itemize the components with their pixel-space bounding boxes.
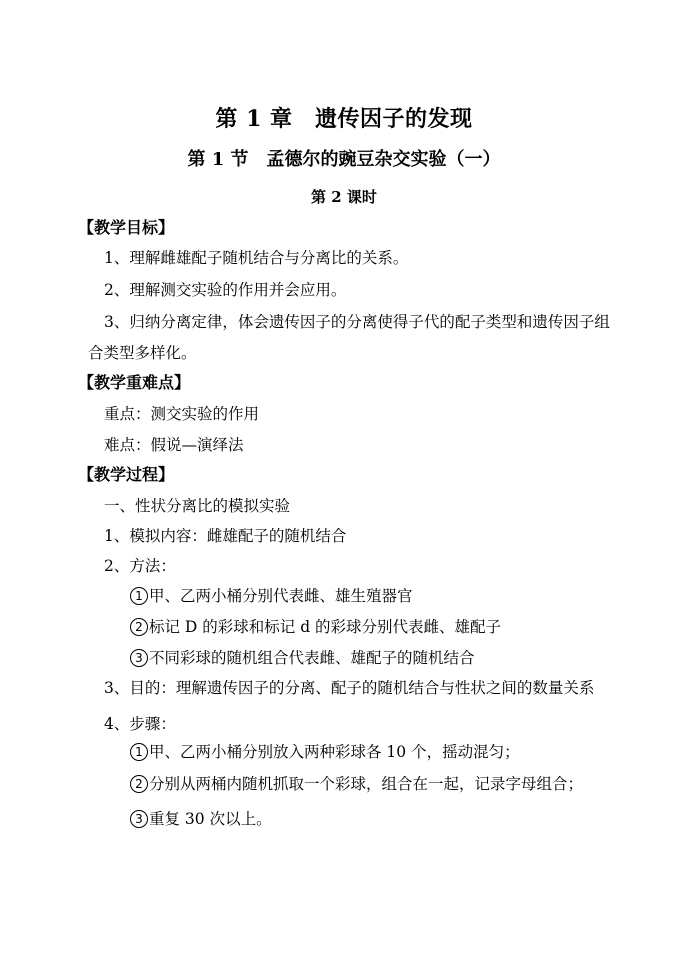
step-item xyxy=(130,742,520,762)
step-item xyxy=(130,809,272,829)
objective-item: 1、理解雌雄配子随机结合与分离比的关系。 xyxy=(104,249,409,267)
step-text: 重复 30 次以上。 xyxy=(149,810,272,828)
process-part-heading: 一、性状分离比的模拟实验 xyxy=(104,497,291,515)
step-text: 甲、乙两小桶分别放入两种彩球各 10 个，摇动混匀； xyxy=(149,743,520,761)
method-text: 甲、乙两小桶分别代表雌、雄生殖器官 xyxy=(149,587,413,605)
method-item xyxy=(130,617,501,637)
key-points-heading: 【教学重难点】 xyxy=(78,373,191,392)
circled-number: 1 xyxy=(130,587,148,605)
process-item: 4、步骤： xyxy=(104,715,176,733)
method-item xyxy=(130,586,413,606)
lesson-title: 第 2 课时 xyxy=(311,188,377,206)
circled-number: 2 xyxy=(130,618,148,636)
circled-number: 2 xyxy=(130,775,148,793)
circled-number: 3 xyxy=(130,810,148,828)
difficulty-point: 难点：假说—演绎法 xyxy=(104,436,244,454)
step-text: 分别从两桶内随机抓取一个彩球，组合在一起，记录字母组合； xyxy=(149,775,584,793)
process-item: 1、模拟内容：雌雄配子的随机结合 xyxy=(104,527,347,545)
objective-item: 3、归纳分离定律，体会遗传因子的分离使得子代的配子类型和遗传因子组 xyxy=(104,313,610,331)
chapter-title: 第 1 章 遗传因子的发现 xyxy=(215,106,473,132)
section-title: 第 1 节 孟德尔的豌豆杂交实验（一） xyxy=(187,149,501,170)
circled-number: 1 xyxy=(130,743,148,761)
process-heading: 【教学过程】 xyxy=(78,465,175,484)
step-item xyxy=(130,774,583,794)
process-item: 3、目的：理解遗传因子的分离、配子的随机结合与性状之间的数量关系 xyxy=(104,679,595,697)
objective-item-continuation: 合类型多样化。 xyxy=(88,344,197,362)
circled-number: 3 xyxy=(130,649,148,667)
method-text: 标记 D 的彩球和标记 d 的彩球分别代表雌、雄配子 xyxy=(149,618,502,636)
method-text: 不同彩球的随机组合代表雌、雄配子的随机结合 xyxy=(149,649,475,667)
focus-point: 重点：测交实验的作用 xyxy=(104,405,260,423)
method-item xyxy=(130,648,475,668)
process-item: 2、方法： xyxy=(104,557,176,575)
objectives-heading: 【教学目标】 xyxy=(78,218,175,237)
objective-item: 2、理解测交实验的作用并会应用。 xyxy=(104,281,347,299)
